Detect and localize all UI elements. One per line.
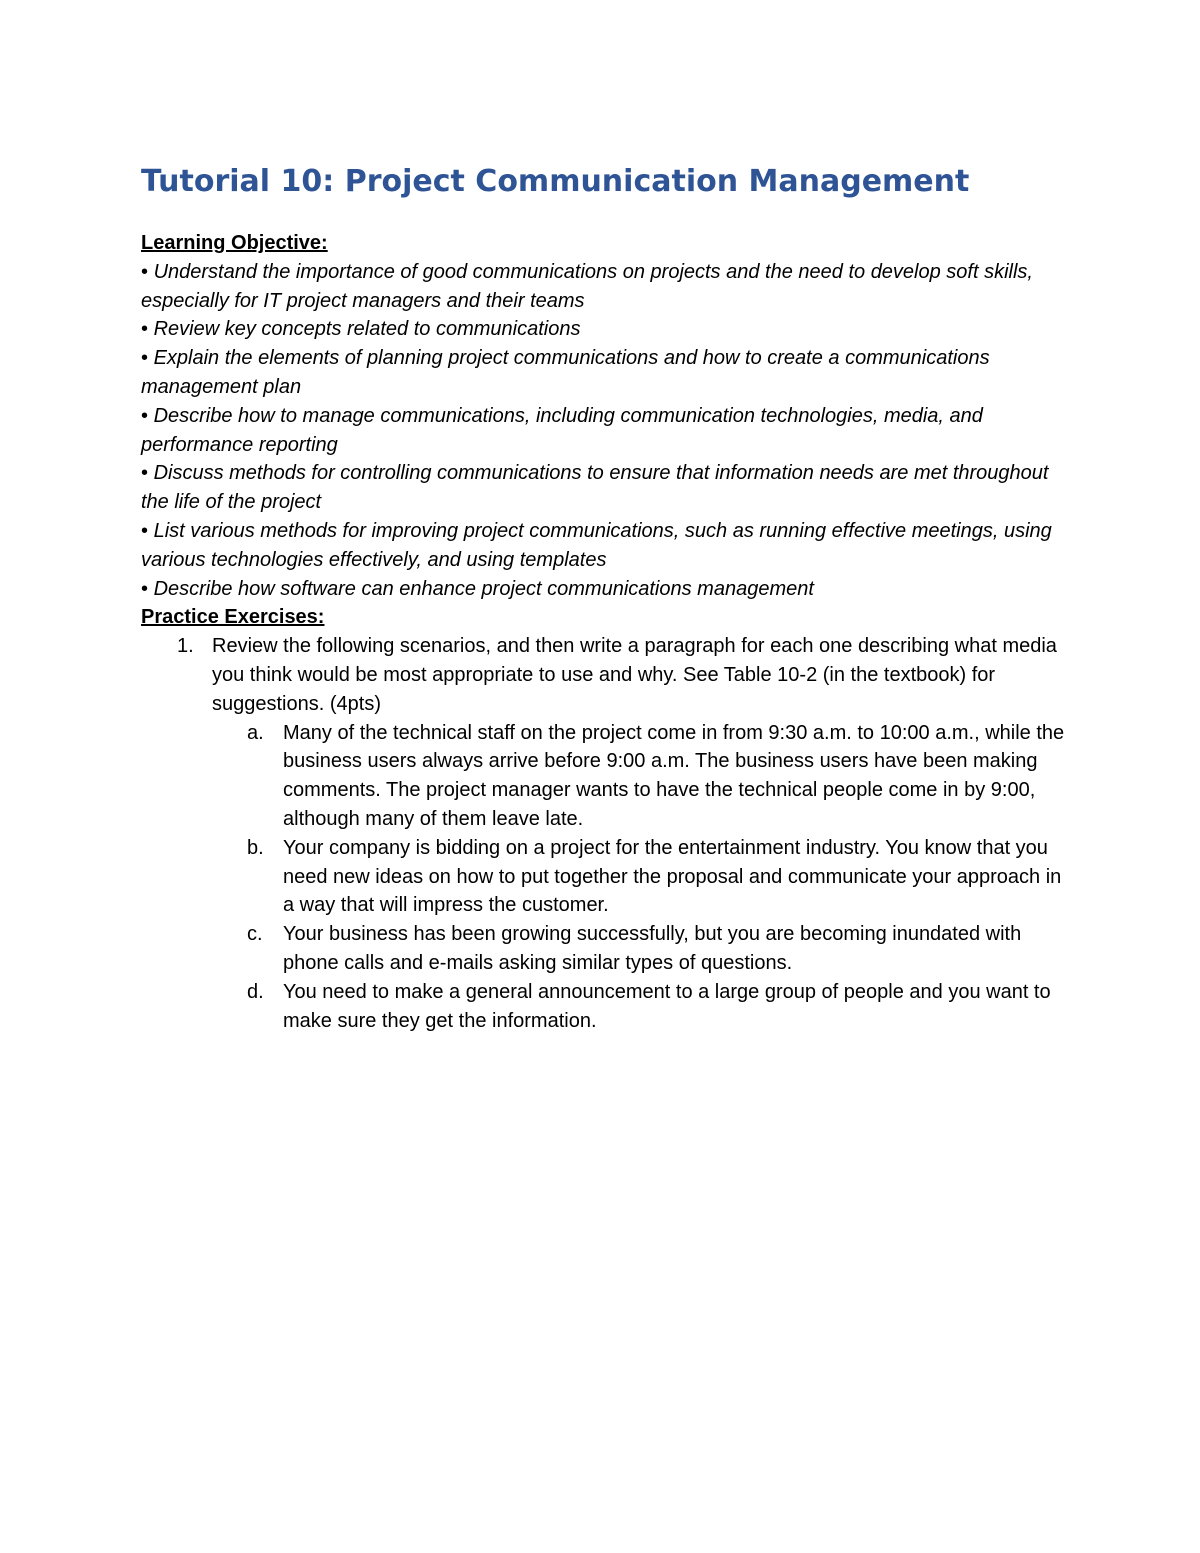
objective-text: Discuss methods for controlling communications to ensure that information needs are met throughout the life of the project: [141, 462, 1049, 514]
scenario-letter: a.: [247, 721, 264, 744]
objective-text: Understand the importance of good communications on projects and the need to develop soft skills, especially for IT project managers and their teams: [141, 260, 1033, 312]
scenario-item: [247, 920, 1071, 978]
bullet-icon: •: [141, 404, 149, 427]
learning-objective-list: [141, 258, 1071, 604]
objective-item: [141, 459, 1071, 517]
objective-item: [141, 315, 1071, 344]
scenario-letter: b.: [247, 836, 264, 859]
objective-item: [141, 344, 1071, 402]
bullet-icon: •: [141, 519, 149, 542]
bullet-icon: •: [141, 462, 149, 485]
objective-text: Describe how software can enhance project communications management: [153, 577, 814, 600]
bullet-icon: •: [141, 577, 149, 600]
objective-item: [141, 258, 1071, 316]
exercise-item: [177, 632, 1071, 1035]
scenario-text: You need to make a general announcement to a large group of people and you want to make sure they get the information.: [283, 980, 1051, 1032]
scenario-letter: d.: [247, 980, 264, 1003]
scenario-item: [247, 978, 1071, 1036]
objective-text: Describe how to manage communications, including communication technologies, media, and performance reporting: [141, 404, 983, 456]
scenario-item: [247, 719, 1071, 834]
scenario-item: [247, 834, 1071, 920]
bullet-icon: •: [141, 260, 149, 283]
scenario-letter: c.: [247, 923, 263, 946]
exercise-text: Review the following scenarios, and then write a paragraph for each one describing what media you think would be most appropriate to use and why. See Table 10-2 (in the textbook) for suggestions. (4pts): [212, 635, 1057, 715]
scenario-text: Your business has been growing successfully, but you are becoming inundated with phone calls and e-mails asking similar types of questions.: [283, 923, 1022, 974]
document-body: [141, 229, 1071, 1035]
scenario-text: Many of the technical staff on the project come in from 9:30 a.m. to 10:00 a.m., while the business users always arrive before 9:00 a.m. The business users have been making comments. The project manager wants to have the technical people come in by 9:00, although many of them leave late.: [283, 721, 1065, 830]
objective-text: Review key concepts related to communications: [153, 318, 581, 341]
scenario-list: [212, 719, 1071, 1036]
objective-item: [141, 575, 1071, 604]
bullet-icon: •: [141, 347, 149, 370]
practice-exercises-heading: Practice Exercises:: [141, 606, 325, 629]
exercise-number: 1.: [177, 635, 194, 658]
practice-exercises-list: [141, 632, 1071, 1035]
learning-objective-heading: Learning Objective:: [141, 232, 328, 254]
page-title: Tutorial 10: Project Communication Management: [141, 164, 970, 199]
scenario-text: Your company is bidding on a project for the entertainment industry. You know that you need new ideas on how to put together the proposal and communicate your approach in a way that will impress the customer.: [283, 836, 1062, 917]
objective-item: [141, 402, 1071, 460]
objective-item: [141, 517, 1071, 575]
bullet-icon: •: [141, 318, 149, 341]
objective-text: List various methods for improving project communications, such as running effective meetings, using various technologies effectively, and using templates: [141, 519, 1052, 571]
objective-text: Explain the elements of planning project communications and how to create a communications management plan: [141, 347, 990, 398]
